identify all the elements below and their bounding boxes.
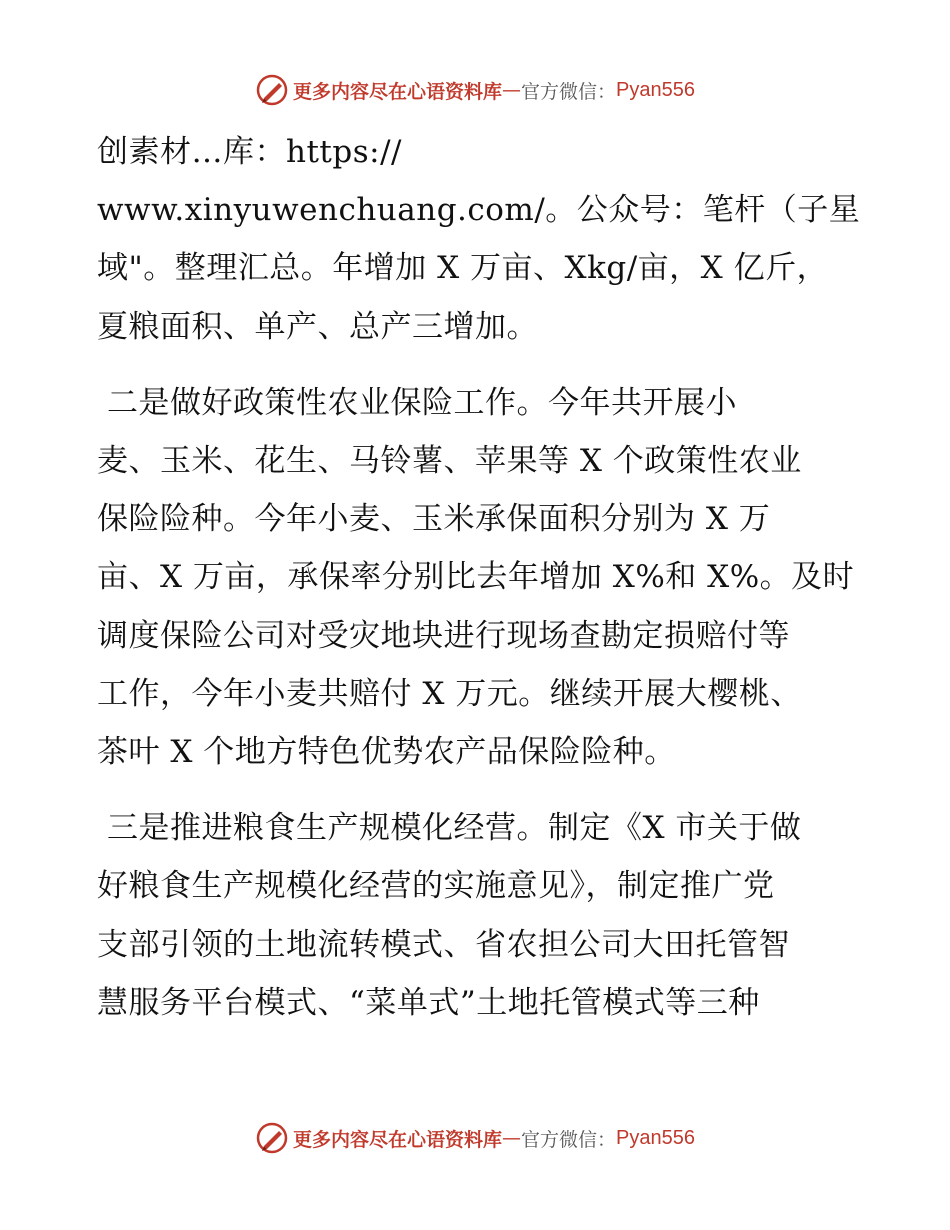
watermark-banner-top: [0, 72, 950, 108]
paragraph-3: [97, 799, 857, 1032]
watermark-dash: —: [502, 79, 522, 101]
text-line: 支部引领的土地流转模式、省农担公司大田托管智: [97, 926, 790, 963]
text-line: 域"。整理汇总。年增加 X 万亩、Xkg/亩，X 亿斤，: [97, 250, 829, 287]
text-line: 慧服务平台模式、“菜单式”土地托管模式等三种: [97, 984, 760, 1021]
watermark-wechat-id: Pyan556: [616, 78, 695, 101]
watermark-dash: —: [502, 1127, 522, 1149]
watermark-wechat-id: Pyan556: [616, 1126, 695, 1149]
text-line: 创素材…库：https://: [97, 134, 402, 170]
text-line: 保险险种。今年小麦、玉米承保面积分别为 X 万: [97, 501, 771, 538]
text-line: 三是推进粮食生产规模化经营。制定《X 市关于做: [107, 810, 802, 847]
document-body: [97, 123, 861, 1032]
text-line: 茶叶 X 个地方特色优势农产品保险险种。: [97, 734, 676, 771]
text-line: 工作，今年小麦共赔付 X 万元。继续开展大樱桃、: [97, 675, 802, 712]
pen-logo-icon: [255, 73, 289, 107]
text-line: 好粮食生产规模化经营的实施意见》，制定推广党: [97, 868, 775, 905]
watermark-label: 官方微信：: [521, 1128, 617, 1151]
watermark-label: 官方微信：: [521, 80, 617, 103]
watermark-main-text: 更多内容尽在心语资料库: [293, 80, 503, 103]
text-line: 夏粮面积、单产、总产三增加。: [97, 308, 538, 345]
watermark-banner-bottom: [0, 1120, 950, 1156]
paragraph-1: [97, 123, 861, 356]
paragraph-2: [97, 374, 857, 781]
text-line: 麦、玉米、花生、马铃薯、苹果等 X 个政策性农业: [97, 443, 802, 480]
text-line: 亩、X 万亩，承保率分别比去年增加 X%和 X%。及时: [97, 559, 855, 596]
watermark-main-text: 更多内容尽在心语资料库: [293, 1128, 503, 1151]
text-line: 调度保险公司对受灾地块进行现场查勘定损赔付等: [97, 617, 790, 654]
text-line: www.xinyuwenchuang.com/。公众号：笔杆（子星: [97, 192, 861, 229]
text-line: 二是做好政策性农业保险工作。今年共开展小: [107, 384, 737, 421]
pen-logo-icon: [255, 1121, 289, 1155]
